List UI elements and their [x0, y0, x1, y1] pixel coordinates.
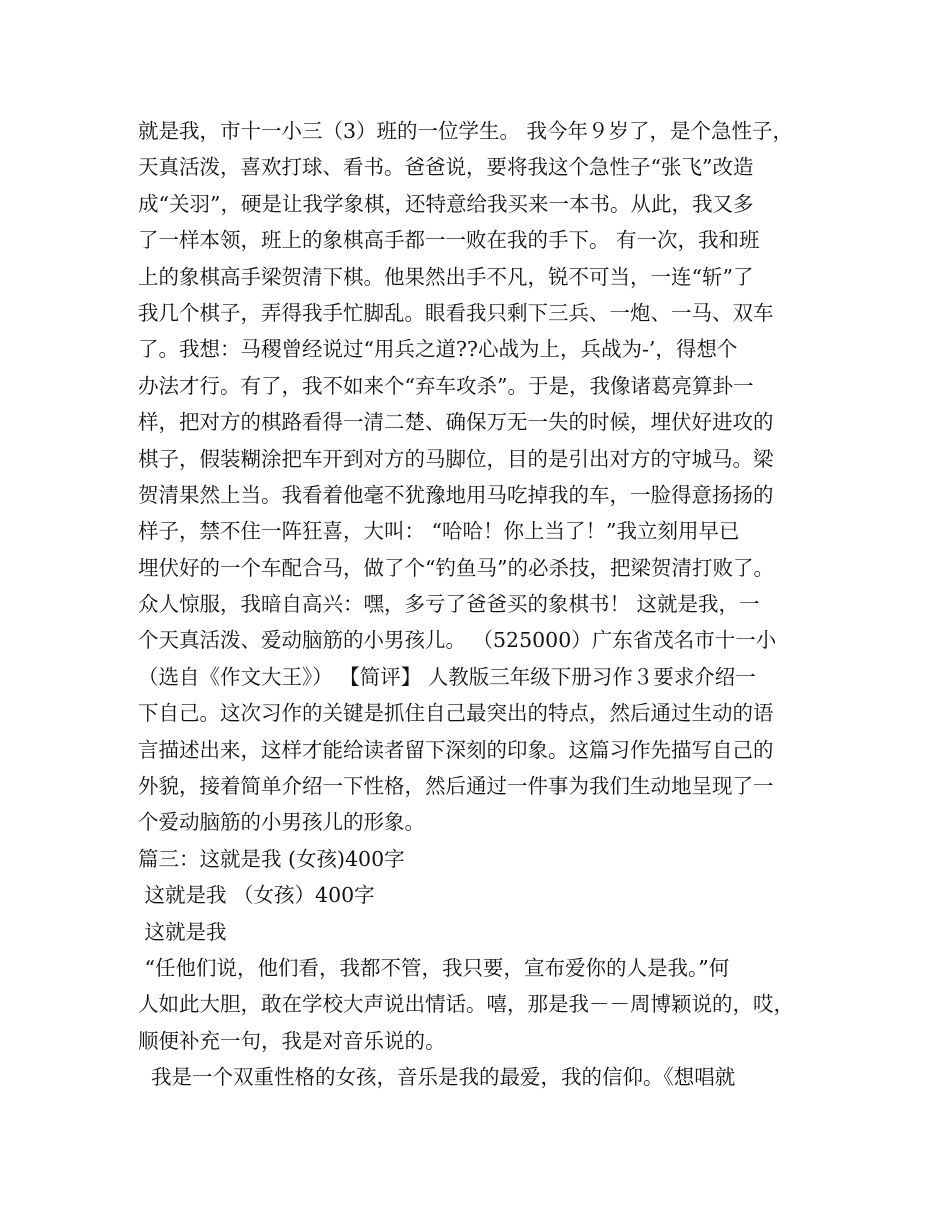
document-body	[138, 113, 828, 1096]
text-line: 成“关羽”，硬是让我学象棋，还特意给我买来一本书。从此，我又多	[138, 191, 754, 216]
text-line: 天真活泼，喜欢打球、看书。爸爸说，要将我这个急性子“张飞”改造	[138, 155, 754, 180]
text-line: 样，把对方的棋路看得一清二楚、确保万无一失的时候，埋伏好进攻的	[138, 410, 774, 435]
text-line: 下自己。这次习作的关键是抓住自己最突出的特点，然后通过生动的语	[138, 701, 774, 726]
text-line: 我几个棋子，弄得我手忙脚乱。眼看我只剩下三兵、一炮、一马、双车	[138, 300, 774, 325]
text-line: 我是一个双重性格的女孩，音乐是我的最爱，我的信仰。《想唱就	[138, 1065, 736, 1090]
text-line: 顺便补充一句，我是对音乐说的。	[138, 1028, 446, 1053]
text-line: 个天真活泼、爱动脑筋的小男孩儿。 （525000）广东省茂名市十一小	[138, 628, 777, 653]
text-line: 样子，禁不住一阵狂喜，大叫： “哈哈！你上当了！”我立刻用早已	[138, 519, 740, 544]
text-line: 办法才行。有了，我不如来个“弃车攻杀”。于是，我像诸葛亮算卦一	[138, 373, 754, 398]
text-line: 了。我想：马稷曾经说过“用兵之道??心战为上，兵战为-’，得想个	[138, 337, 738, 362]
text-line: 了一样本领，班上的象棋高手都一一败在我的手下。 有一次，我和班	[138, 228, 760, 253]
text-line: 外貌，接着简单介绍一下性格，然后通过一件事为我们生动地呈现了一	[138, 774, 774, 799]
article-subtitle: 这就是我	[138, 919, 227, 944]
article-title: 这就是我 （女孩）400字	[138, 883, 375, 908]
text-line: 贺清果然上当。我看着他毫不犹豫地用马吃掉我的车，一脸得意扬扬的	[138, 482, 774, 507]
section-heading: 篇三：这就是我 (女孩)400字	[138, 846, 405, 871]
text-line: “任他们说，他们看，我都不管，我只要，宣布爱你的人是我。”何	[138, 955, 730, 980]
text-line: 个爱动脑筋的小男孩儿的形象。	[138, 810, 425, 835]
text-line: 埋伏好的一个车配合马，做了个“钓鱼马”的必杀技，把梁贺清打败了。	[138, 555, 774, 580]
text-line: 言描述出来，这样才能给读者留下深刻的印象。这篇习作先描写自己的	[138, 737, 774, 762]
text-line: 就是我，市十一小三（3）班的一位学生。 我今年９岁了，是个急性子，	[138, 119, 794, 143]
text-line: 棋子，假装糊涂把车开到对方的马脚位，目的是引出对方的守城马。梁	[138, 446, 774, 471]
text-line: 上的象棋高手梁贺清下棋。他果然出手不凡，锐不可当，一连“斩”了	[138, 264, 754, 289]
text-line: （选自《作文大王》） 【简评】 人教版三年级下册习作３要求介绍一	[138, 664, 756, 689]
text-line: 众人惊服，我暗自高兴：嘿，多亏了爸爸买的象棋书！ 这就是我，一	[138, 592, 760, 617]
text-line: 人如此大胆，敢在学校大声说出情话。嘻，那是我－－周博颖说的，哎，	[138, 992, 794, 1017]
